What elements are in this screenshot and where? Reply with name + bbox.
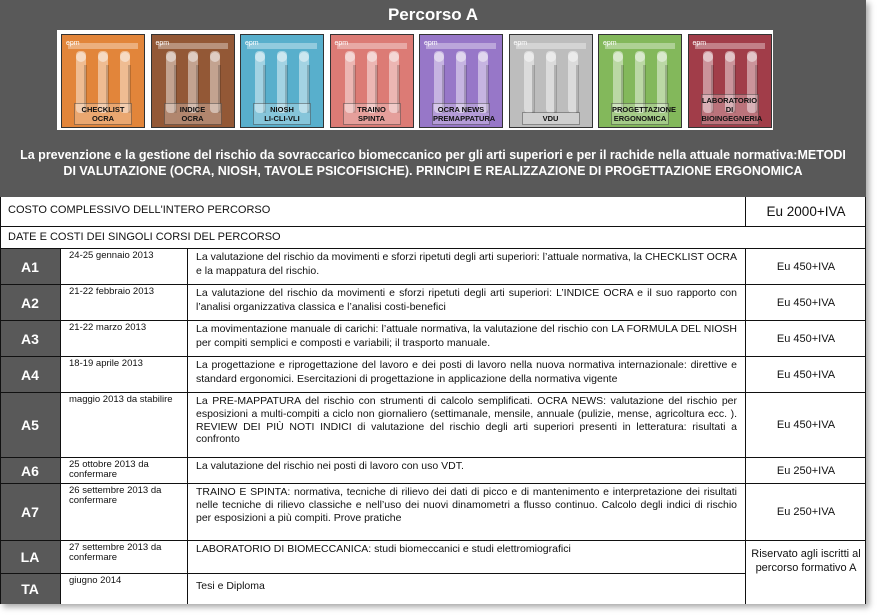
course-code: A7 [0,484,60,540]
course-date: maggio 2013 da stabilire [60,393,188,457]
course-thumbnail [151,34,235,128]
total-cost-label: COSTO COMPLESSIVO DELL'INTERO PERCORSO [8,204,271,216]
course-date: 18-19 aprile 2013 [60,357,188,392]
epm-logo: epm [692,40,707,47]
course-code: LA [0,541,60,573]
epm-logo: epm [603,40,617,47]
epm-logo: epm [334,40,349,47]
course-row [0,574,866,604]
course-description: La valutazione del rischio da movimenti e sforzi ripetuti degli arti superiori: l’attuale normativa, la CHECKLIST OCRA e la mappatura del rischio. [196,251,737,277]
course-price: Eu 250+IVA [745,484,866,540]
course-description: LABORATORIO DI BIOMECCANICA: studi biomeccanici e studi elettromiografici [196,543,571,555]
course-subtitle: La prevenzione e la gestione del rischio da sovraccarico biomeccanico per gli arti superiori e per il rachide nella attuale normativa:METODI DI VALUTAZIONE (OCRA, NIOSH, TAVOLE PSICOFISICHE). PRINCIPI E REALIZZAZIONE DI PROGETTAZIONE ERGONOMICA [20,148,846,178]
course-date: 25 ottobre 2013 da confermare [60,458,188,483]
total-cost-price: Eu 2000+IVA [745,197,866,226]
course-description: La PRE-MAPPATURA del rischio con strumenti di calcolo semplificati. OCRA NEWS: valutazione del rischio per esposizioni a multi-compiti a ciclo non giornaliero (settimanale, mensile, annuale (pulizie, mense, agricoltura ecc. ). REVIEW DEI PIÙ NOTI INDICI di valutazione del rischio degli arti superiori presenti in letteratura: risultati a confronto [196,395,737,446]
course-row [0,285,866,321]
course-description: TRAINO E SPINTA: normativa, tecniche di rilievo dei dati di picco e di mantenimento e interpretazione dei risultati nelle tecniche di rilievo classiche e nell’uso dei nuovi dinamometri a flusso continuo. Calcolo degli indici di rischio per esposizioni a più compiti. Prove pratiche [196,486,737,524]
course-row [0,321,866,357]
thumbnail-label: LABORATORIO DI BIOINGEGNERIA [701,96,763,123]
course-price: Eu 450+IVA [745,321,866,356]
course-description: La valutazione del rischio nei posti di lavoro con uso VDT. [196,460,464,472]
course-date: 26 settembre 2013 da confermare [60,484,188,540]
course-date: 21-22 febbraio 2013 [60,285,188,320]
course-code: A6 [0,458,60,483]
course-row [0,458,866,484]
course-thumbnail [61,34,145,128]
course-row [0,484,866,541]
course-row [0,249,866,285]
thumbnail-label: VDU [522,112,580,125]
epm-logo: epm [424,40,438,47]
course-description: Tesi e Diploma [196,580,265,592]
course-thumbnail [330,34,414,128]
course-thumbnails [57,30,773,130]
reserved-note: Riservato agli iscritti al percorso formativo A [745,541,866,604]
course-description: La movimentazione manuale di carichi: l’attuale normativa, la valutazione del rischio con LA FORMULA DEL NIOSH per compiti semplici e composti e variabili; il trasporto manuale. [196,323,737,349]
course-date: giugno 2014 [60,574,188,604]
course-date: 21-22 marzo 2013 [60,321,188,356]
course-date: 27 settembre 2013 da confermare [60,541,188,573]
header-banner [0,0,866,197]
course-code: TA [0,574,60,604]
thumbnail-label: CHECKLIST OCRA [74,103,132,125]
course-row [0,357,866,393]
course-price: Eu 250+IVA [745,458,866,483]
epm-logo: epm [513,40,528,47]
course-code: A2 [0,285,60,320]
section-header-row [0,227,866,249]
course-row [0,541,866,574]
epm-logo: epm [245,40,259,47]
thumbnail-label: NIOSH LI-CLI-VLI [253,103,311,125]
thumbnail-label: TRAINO SPINTA [343,103,401,125]
page-title: Percorso A [387,5,479,24]
table-border-right [865,197,866,604]
course-thumbnail [509,34,593,128]
course-description: La valutazione del rischio da movimenti e sforzi ripetuti degli arti superiori: L’INDICE OCRA e il suo rapporto con l’analisi organizzativa classica e l’analisi costi-benefici [196,287,737,313]
course-code: A4 [0,357,60,392]
course-price: Eu 450+IVA [745,357,866,392]
table-border-left [0,197,1,604]
course-code: A3 [0,321,60,356]
total-cost-row [0,197,866,227]
course-price: Eu 450+IVA [745,393,866,457]
course-description: La progettazione e riprogettazione del lavoro e dei posti di lavoro nella nuova normativa internazionale: direttive e standard ergonomici. Esercitazioni di progettazione in applicazione della normativa vigente [196,359,737,385]
section-header: DATE E COSTI DEI SINGOLI CORSI DEL PERCORSO [8,231,281,243]
thumbnail-label: OCRA NEWS PREMAPPATURA [433,105,496,123]
course-row [0,393,866,458]
course-thumbnail [598,34,682,128]
course-thumbnail [419,34,503,128]
course-date: 24-25 gennaio 2013 [60,249,188,284]
epm-logo: epm [66,40,80,47]
course-price: Eu 450+IVA [745,285,866,320]
thumbnail-label: PROGETTAZIONE ERGONOMICA [612,105,677,123]
course-thumbnail [688,34,772,128]
thumbnail-label: INDICE OCRA [164,103,222,125]
course-thumbnail [240,34,324,128]
course-code: A1 [0,249,60,284]
course-price: Eu 450+IVA [745,249,866,284]
epm-logo: epm [155,40,170,47]
course-code: A5 [0,393,60,457]
